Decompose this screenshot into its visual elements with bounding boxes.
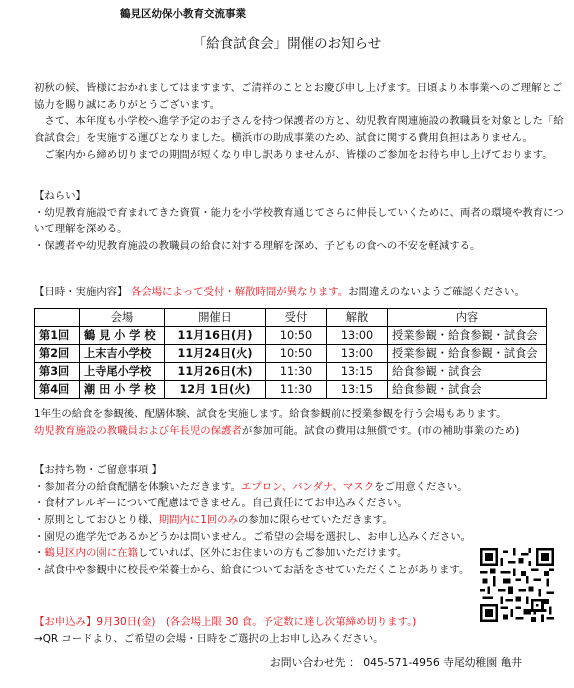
reception-time: 10:50 bbox=[266, 345, 327, 363]
table-row bbox=[35, 381, 547, 399]
reception-time: 10:50 bbox=[266, 327, 327, 345]
intro-paragraph-3: ご案内から締め切りまでの期間が短くなり申し訳ありませんが、皆様のご参加をお待ち申し上げております。 bbox=[44, 148, 553, 161]
intro-paragraph-1: 初秋の候、皆様におかれましてはますます、ご清祥のこととお慶び申し上げます。日頃より本事業へのご理解とご協力を賜り誠にありがとうございます。 bbox=[34, 82, 563, 111]
note-text: をご用意ください。 bbox=[374, 480, 468, 493]
intro-paragraph-2: さて、本年度も小学校へ進学予定のお子さんを持つ保護者の方と、幼児教育関連施設の教職員を対象とした「給食試食会」を実施する運びとなりました。横浜市の助成事業のため、試食に関する費用負担はありません。 bbox=[34, 115, 564, 144]
venue: 潮 田 小 学 校 bbox=[80, 381, 165, 399]
aims-section bbox=[34, 188, 564, 255]
session-number: 第3回 bbox=[35, 363, 80, 381]
venue: 上末吉小学校 bbox=[80, 345, 165, 363]
column-header-date: 開催日 bbox=[165, 309, 266, 327]
venue: 鶴 見 小 学 校 bbox=[80, 327, 165, 345]
table-row bbox=[35, 345, 547, 363]
note-text: の参加に限らせていただきます。 bbox=[238, 513, 393, 526]
column-header bbox=[35, 309, 80, 327]
schedule-description: 1年生の給食を参観後、配膳体験、試食を実施します。給食参観前に授業参観を行う会場もあります。 bbox=[34, 408, 507, 420]
venue: 上寺尾小学校 bbox=[80, 363, 165, 381]
intro-section bbox=[34, 80, 564, 163]
note-text-red: 期間内に1回のみ bbox=[158, 513, 239, 526]
contact-info: お問い合わせ先 ： 045-571-4956 寺尾幼稚園 亀井 bbox=[270, 656, 523, 669]
note-item-6: ・試食中や参観中に校長や栄養士から、給食についてお話をさせていただくことがあります。 bbox=[34, 563, 470, 576]
session-number: 第4回 bbox=[35, 381, 80, 399]
note-item-1 bbox=[34, 479, 564, 496]
note-text-red: エプロン、バンダナ、マスク bbox=[240, 480, 375, 493]
aims-heading: 【ねらい】 bbox=[34, 190, 86, 202]
eligibility-red: 幼児教育施設の教職員および年長児の保護者 bbox=[34, 424, 242, 437]
note-text-red: 鶴見区内の園に在籍 bbox=[44, 547, 138, 560]
note-item-4: ・園児の進学先であるかどうかは問いません。ご希望の会場を選択し、お申し込みください。 bbox=[34, 530, 472, 543]
column-header-reception: 受付 bbox=[266, 309, 327, 327]
reception-time: 11:30 bbox=[266, 363, 327, 381]
apply-instructions: →QR コードより、ご希望の会場・日時をご選択の上お申し込みください。 bbox=[34, 632, 384, 645]
schedule-heading: 【日時・実施内容】 bbox=[34, 286, 128, 298]
schedule-heading-line bbox=[34, 284, 564, 301]
event-date: 11月26日(木) bbox=[165, 363, 266, 381]
aims-item-1: ・幼児教育施設で育まれてきた資質・能力を小学校教育通じてさらに伸長していくために、両者の環境や教育について理解を深める。 bbox=[34, 206, 564, 236]
event-date: 11月16日(月) bbox=[165, 327, 266, 345]
eligibility-text: が参加可能。試食の費用は無償です。(市の補助事業のため) bbox=[241, 424, 520, 437]
column-header-content: 内容 bbox=[388, 309, 547, 327]
reception-time: 11:30 bbox=[266, 381, 327, 399]
note-text: ・原則としておひとり様、 bbox=[34, 513, 159, 526]
event-content: 授業参観・給食参観・試食会 bbox=[388, 345, 547, 363]
table-header-row bbox=[35, 309, 547, 327]
session-number: 第2回 bbox=[35, 345, 80, 363]
schedule-note: お間違えのないようご確認ください。 bbox=[348, 286, 525, 298]
event-date: 11月24日(火) bbox=[165, 345, 266, 363]
note-text: ・ bbox=[34, 547, 45, 560]
schedule-table bbox=[34, 308, 547, 399]
apply-deadline: 【お申込み】9月30日(金) (各会場上限 30 食。予定数に達し次第締め切ります。) bbox=[34, 616, 417, 628]
column-header-dismissal: 解散 bbox=[327, 309, 388, 327]
note-item-2: ・食材アレルギーについて配慮はできません。自己責任にてお申込みください。 bbox=[34, 497, 408, 510]
dismissal-time: 13:15 bbox=[327, 363, 388, 381]
schedule-details bbox=[34, 406, 564, 439]
event-content: 給食参観・試食会 bbox=[388, 363, 547, 381]
organization-name: 鶴見区幼保小教育交流事業 bbox=[120, 8, 246, 20]
table-row bbox=[35, 363, 547, 381]
event-content: 給食参観・試食会 bbox=[388, 381, 547, 399]
session-number: 第1回 bbox=[35, 327, 80, 345]
event-date: 12月 1日(火) bbox=[165, 381, 266, 399]
qr-code-icon[interactable] bbox=[480, 548, 554, 622]
note-text: していれば、区外にお住まいの方もご参加いただけます。 bbox=[137, 547, 408, 560]
note-item-3 bbox=[34, 512, 564, 529]
aims-item-2: ・保護者や幼児教育施設の教職員の給食に対する理解を深め、子どもの食への不安を軽減する。 bbox=[34, 239, 481, 252]
page-title: 「給食試食会」開催のお知らせ bbox=[192, 36, 382, 52]
dismissal-time: 13:00 bbox=[327, 327, 388, 345]
column-header-venue: 会場 bbox=[80, 309, 165, 327]
schedule-note-red: 各会場によって受付・解散時間が異なります。 bbox=[130, 286, 349, 298]
event-content: 授業参観・給食参観・試食会 bbox=[388, 327, 547, 345]
dismissal-time: 13:15 bbox=[327, 381, 388, 399]
table-row bbox=[35, 327, 547, 345]
note-text: ・参加者分の給食配膳を体験いただきます。 bbox=[34, 480, 241, 493]
notes-heading: 【お持ち物・ご留意事項 】 bbox=[34, 464, 162, 476]
dismissal-time: 13:00 bbox=[327, 345, 388, 363]
